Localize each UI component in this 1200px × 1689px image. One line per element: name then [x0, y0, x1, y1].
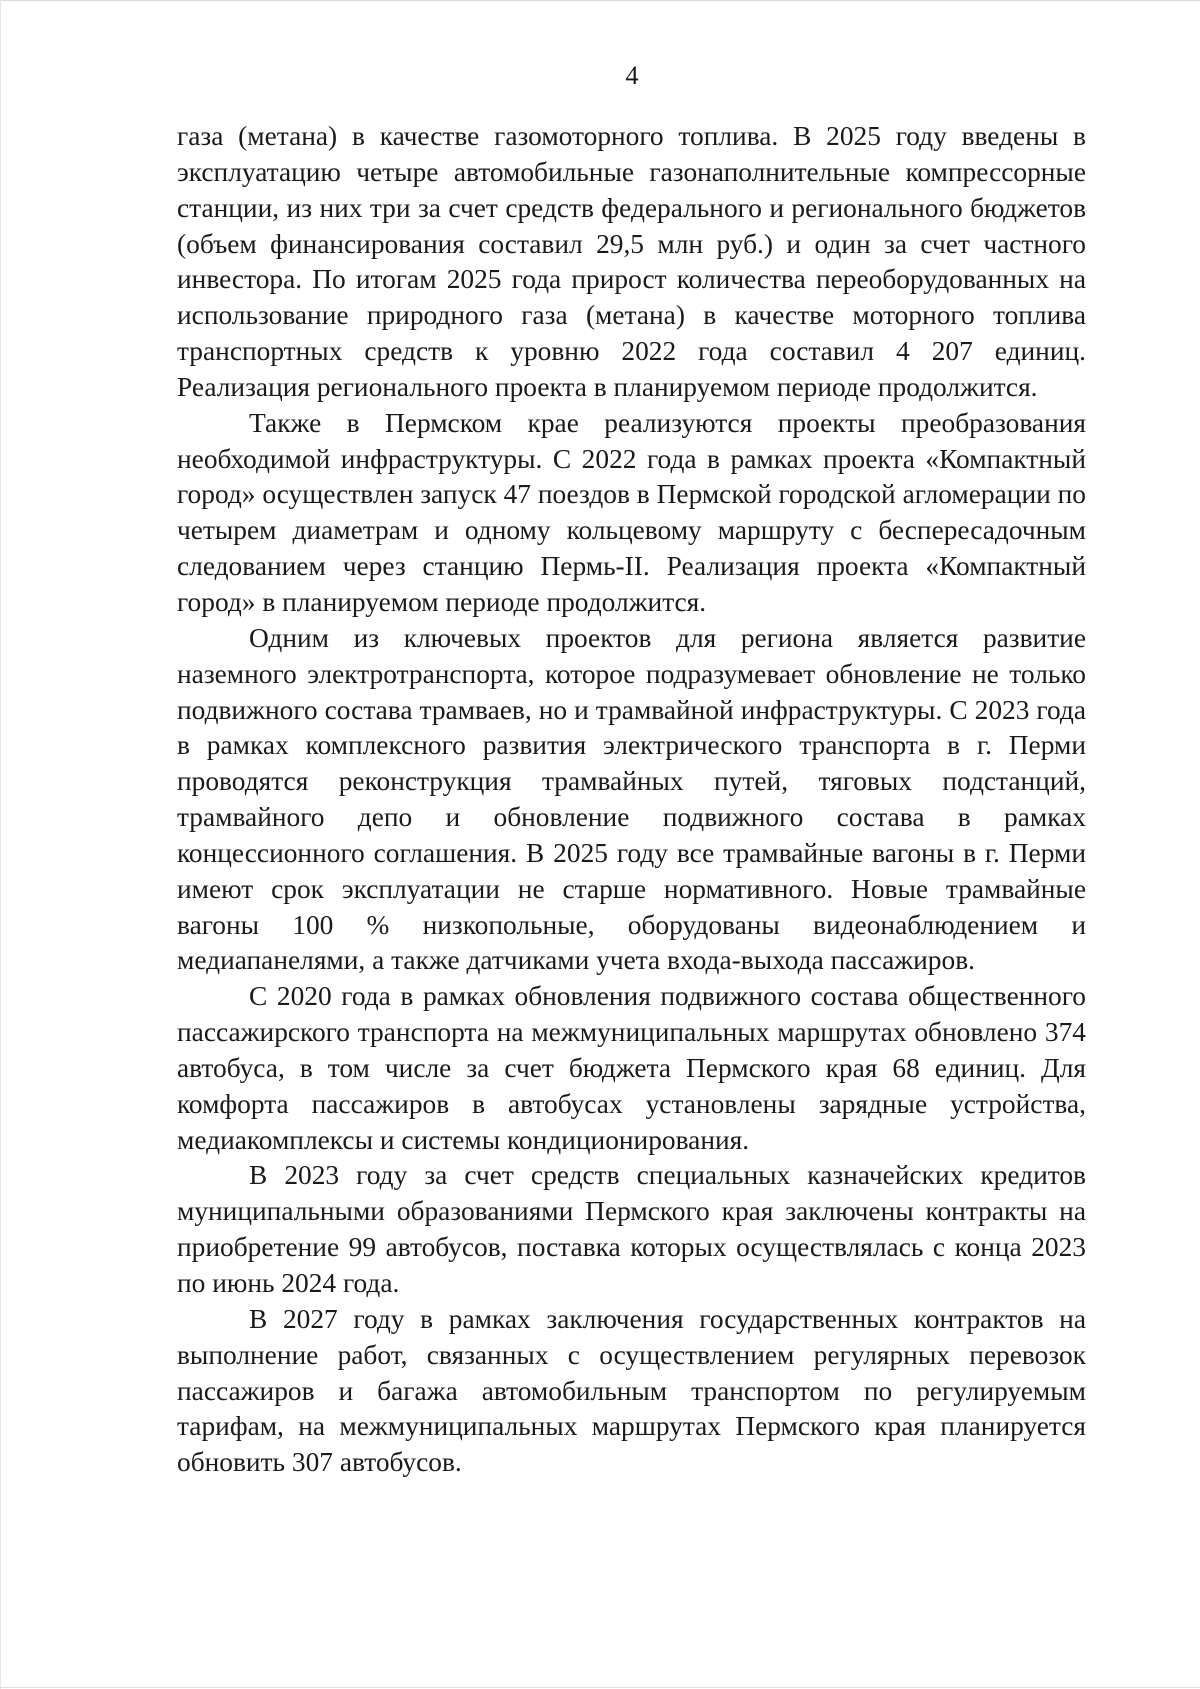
paragraph-tram-transport: Одним из ключевых проектов для региона является развитие наземного электротранспорта, которое подразумевает обновление не только подвижного состава трамваев, но и трамвайной инфраструктуры. С 2023 года в рамках комплексного развития электрического транспорта в г. Перми проводятся реконструкция трамвайных путей, тяговых подстанций, трамвайного депо и обновление подвижного состава в рамках концессионного соглашения. В 2025 году все трамвайные вагоны в г. Перми имеют срок эксплуатации не старше нормативного. Новые трамвайные вагоны 100 % низкопольные, оборудованы видеонаблюдением и медиапанелями, а также датчиками учета входа-выхода пассажиров.: [177, 622, 1086, 976]
page-number: 4: [625, 61, 639, 90]
scan-edge-top: [0, 0, 1200, 1]
paragraph-gas-fuel: газа (метана) в качестве газомоторного топлива. В 2025 году введены в эксплуатацию четыре автомобильные газонаполнительные компрессорные станции, из них три за счет средств федерального и регионального бюджетов (объем финансирования составил 29,5 млн руб.) и один за счет частного инвестора. По итогам 2025 года прирост количества переоборудованных на использование природного газа (метана) в качестве моторного топлива транспортных средств к уровню 2022 года составил 4 207 единиц. Реализация регионального проекта в планируемом периоде продолжится.: [177, 121, 1086, 402]
paragraph-bus-renewal-2020: С 2020 года в рамках обновления подвижного состава общественного пассажирского транспорта на межмуниципальных маршрутах обновлено 374 автобуса, в том числе за счет бюджета Пермского края 68 единиц. Для комфорта пассажиров в автобусах установлены зарядные устройства, медиакомплексы и системы кондиционирования.: [177, 981, 1086, 1155]
scan-edge-bottom: [0, 1687, 1200, 1688]
document-body: [177, 119, 1086, 1481]
paragraph-bus-purchase-2023: В 2023 году за счет средств специальных казначейских кредитов муниципальными образованиями Пермского края заключены контракты на приобретение 99 автобусов, поставка которых осуществлялась с конца 2023 по июнь 2024 года.: [177, 1160, 1086, 1298]
paragraph-compact-city: Также в Пермском крае реализуются проекты преобразования необходимой инфраструктуры. С 2022 года в рамках проекта «Компактный город» осуществлен запуск 47 поездов в Пермской городской агломерации по четырем диаметрам и одному кольцевому маршруту с беспересадочным следованием через станцию Пермь-II. Реализация проекта «Компактный город» в планируемом периоде продолжится.: [177, 407, 1086, 617]
paragraph-bus-renewal-2027: В 2027 году в рамках заключения государственных контрактов на выполнение работ, связанных с осуществлением регулярных перевозок пассажиров и багажа автомобильным транспортом по регулируемым тарифам, на межмуниципальных маршрутах Пермского края планируется обновить 307 автобусов.: [177, 1303, 1086, 1478]
scan-edge-left: [0, 0, 1, 1689]
